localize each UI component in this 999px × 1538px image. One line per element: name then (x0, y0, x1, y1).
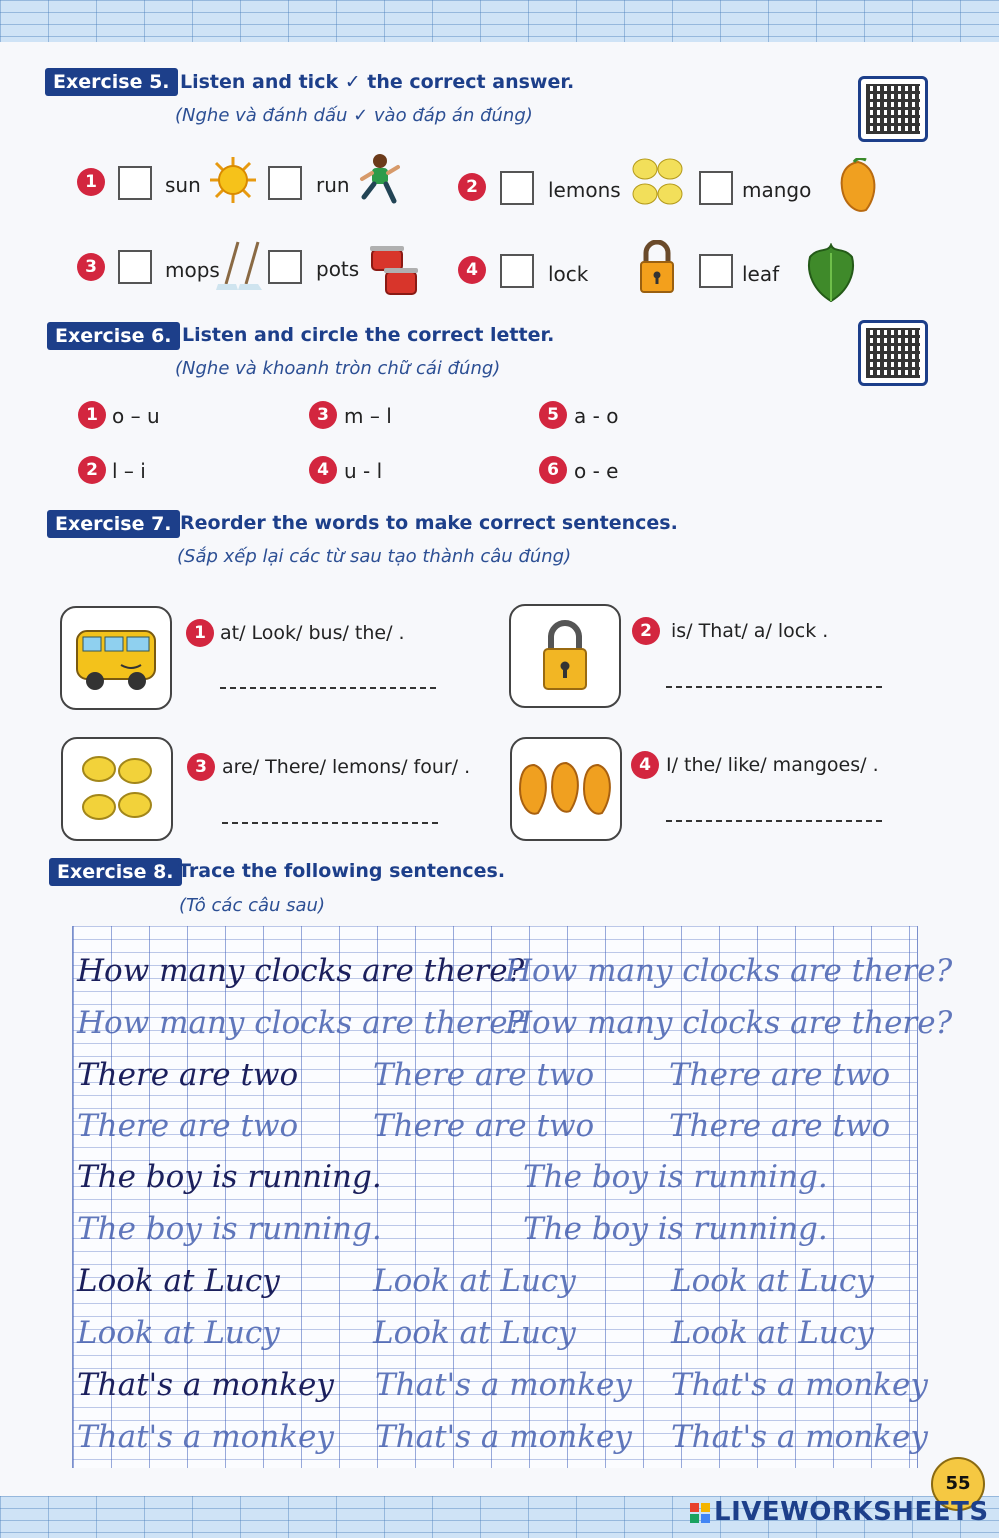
exercise-7-subtitle: (Sắp xếp lại các từ sau tạo thành câu đúng) (177, 546, 572, 567)
sun-icon (208, 155, 258, 205)
tick-box-mango[interactable] (699, 171, 733, 205)
running-boy-icon (358, 153, 400, 205)
exercise-7-label: Exercise 7. (47, 510, 180, 538)
trace-sentence[interactable]: Look at Lucy (671, 1263, 874, 1299)
answer-input-1[interactable] (220, 665, 436, 689)
brand-name[interactable]: LIVEWORKSHEETS (714, 1497, 989, 1527)
letter-choice[interactable]: o – u (112, 404, 160, 428)
item-number: 1 (186, 619, 214, 647)
trace-model-sentence: Look at Lucy (77, 1263, 280, 1299)
option-run: run (316, 173, 350, 197)
item-number: 2 (632, 617, 660, 645)
option-mango: mango (742, 178, 812, 202)
item-number: 1 (78, 401, 106, 429)
exercise-6-title: Listen and circle the correct letter. (182, 324, 555, 346)
top-grid-band (0, 0, 999, 42)
trace-sentence[interactable]: The boy is running. (77, 1211, 382, 1247)
item-number: 6 (539, 456, 567, 484)
mops-icon (214, 240, 266, 292)
trace-sentence[interactable]: That's a monkey (375, 1367, 632, 1403)
option-mops: mops (165, 258, 220, 282)
mangoes-icon (516, 759, 616, 819)
tick-box-lock[interactable] (500, 254, 534, 288)
trace-row (73, 1048, 919, 1102)
trace-row (73, 1358, 928, 1412)
letter-choice[interactable]: u - l (344, 459, 383, 483)
exercise-8-label: Exercise 8. (49, 858, 182, 886)
scrambled-words: are/ There/ lemons/ four/ . (222, 756, 471, 778)
exercise-6-label: Exercise 6. (47, 322, 180, 350)
item-number: 4 (309, 456, 337, 484)
exercise-5-label: Exercise 5. (45, 68, 178, 96)
trace-sentence[interactable]: Look at Lucy (373, 1263, 576, 1299)
trace-row (73, 996, 953, 1050)
qr-code-icon[interactable] (858, 76, 928, 142)
item-number: 3 (77, 253, 105, 281)
trace-sentence[interactable]: That's a monkey (671, 1367, 928, 1403)
bus-picture (60, 606, 172, 710)
lock-icon (539, 619, 591, 693)
exercise-8-title: Trace the following sentences. (178, 860, 506, 882)
trace-sentence[interactable]: The boy is running. (523, 1211, 828, 1247)
answer-input-4[interactable] (666, 798, 882, 822)
trace-sentence[interactable]: Look at Lucy (373, 1315, 576, 1351)
item-number: 3 (309, 401, 337, 429)
lemons-icon (77, 751, 157, 827)
leaf-icon (804, 243, 858, 303)
trace-row (73, 1410, 928, 1464)
trace-model-sentence: The boy is running. (77, 1159, 382, 1195)
trace-sentence[interactable]: There are two (669, 1057, 891, 1093)
trace-row (73, 1202, 919, 1256)
option-lock: lock (548, 262, 589, 286)
bus-icon (71, 621, 161, 695)
trace-row (73, 1099, 919, 1153)
trace-sentence[interactable]: Look at Lucy (77, 1315, 280, 1351)
letter-choice[interactable]: o - e (574, 459, 619, 483)
scrambled-words: I/ the/ like/ mangoes/ . (666, 754, 879, 776)
lock-picture (509, 604, 621, 708)
option-pots: pots (316, 257, 360, 281)
scrambled-words: is/ That/ a/ lock . (671, 620, 829, 642)
letter-choice[interactable]: l – i (112, 459, 146, 483)
item-number: 2 (78, 456, 106, 484)
answer-input-3[interactable] (222, 800, 438, 824)
lemons-picture (61, 737, 173, 841)
item-number: 3 (187, 753, 215, 781)
option-lemons: lemons (548, 178, 621, 202)
scrambled-words: at/ Look/ bus/ the/ . (220, 622, 405, 644)
trace-sentence[interactable]: That's a monkey (671, 1419, 928, 1455)
item-number: 5 (539, 401, 567, 429)
trace-sentence[interactable]: That's a monkey (77, 1419, 334, 1455)
trace-sentence[interactable]: Look at Lucy (671, 1315, 874, 1351)
pots-icon (366, 240, 422, 298)
tick-box-pots[interactable] (268, 250, 302, 284)
lock-icon (638, 240, 676, 294)
liveworksheets-logo-icon (690, 1503, 710, 1523)
item-number: 1 (77, 168, 105, 196)
trace-sentence[interactable]: How many clocks are there? (77, 1005, 525, 1041)
trace-sentence[interactable]: There are two (77, 1108, 299, 1144)
exercise-6-subtitle: (Nghe và khoanh tròn chữ cái đúng) (175, 358, 501, 379)
trace-sentence[interactable]: There are two (373, 1108, 595, 1144)
page-number-badge: 55 (931, 1457, 985, 1511)
item-number: 2 (458, 173, 486, 201)
mangoes-picture (510, 737, 622, 841)
tick-box-sun[interactable] (118, 166, 152, 200)
mango-icon (836, 158, 880, 214)
trace-sentence[interactable]: There are two (373, 1057, 595, 1093)
trace-model-sentence: That's a monkey (77, 1367, 334, 1403)
option-leaf: leaf (742, 262, 780, 286)
letter-choice[interactable]: m – l (344, 404, 392, 428)
answer-input-2[interactable] (666, 664, 882, 688)
trace-row (73, 1254, 919, 1308)
qr-code-icon[interactable] (858, 320, 928, 386)
trace-model-sentence: How many clocks are there? (77, 953, 525, 989)
lemons-icon (630, 155, 686, 209)
trace-sentence[interactable]: That's a monkey (375, 1419, 632, 1455)
tick-box-run[interactable] (268, 166, 302, 200)
trace-sentence[interactable]: The boy is running. (523, 1159, 828, 1195)
exercise-8-subtitle: (Tô các câu sau) (179, 895, 325, 916)
tick-box-leaf[interactable] (699, 254, 733, 288)
trace-sentence[interactable]: How many clocks are there? (505, 953, 953, 989)
option-sun: sun (165, 173, 201, 197)
letter-choice[interactable]: a - o (574, 404, 619, 428)
trace-row (73, 1150, 919, 1204)
exercise-7-title: Reorder the words to make correct sentences. (180, 512, 678, 534)
exercise-5-subtitle: (Nghe và đánh dấu ✓ vào đáp án đúng) (175, 105, 533, 126)
trace-row (73, 1306, 919, 1360)
tick-box-lemons[interactable] (500, 171, 534, 205)
trace-sentence[interactable]: There are two (669, 1108, 891, 1144)
trace-sentence[interactable]: How many clocks are there? (505, 1005, 953, 1041)
item-number: 4 (631, 751, 659, 779)
tracing-grid[interactable] (72, 926, 953, 1468)
exercise-5-title: Listen and tick ✓ the correct answer. (180, 71, 575, 93)
trace-model-sentence: There are two (77, 1057, 299, 1093)
item-number: 4 (458, 256, 486, 284)
trace-row (73, 944, 953, 998)
tick-box-mops[interactable] (118, 250, 152, 284)
